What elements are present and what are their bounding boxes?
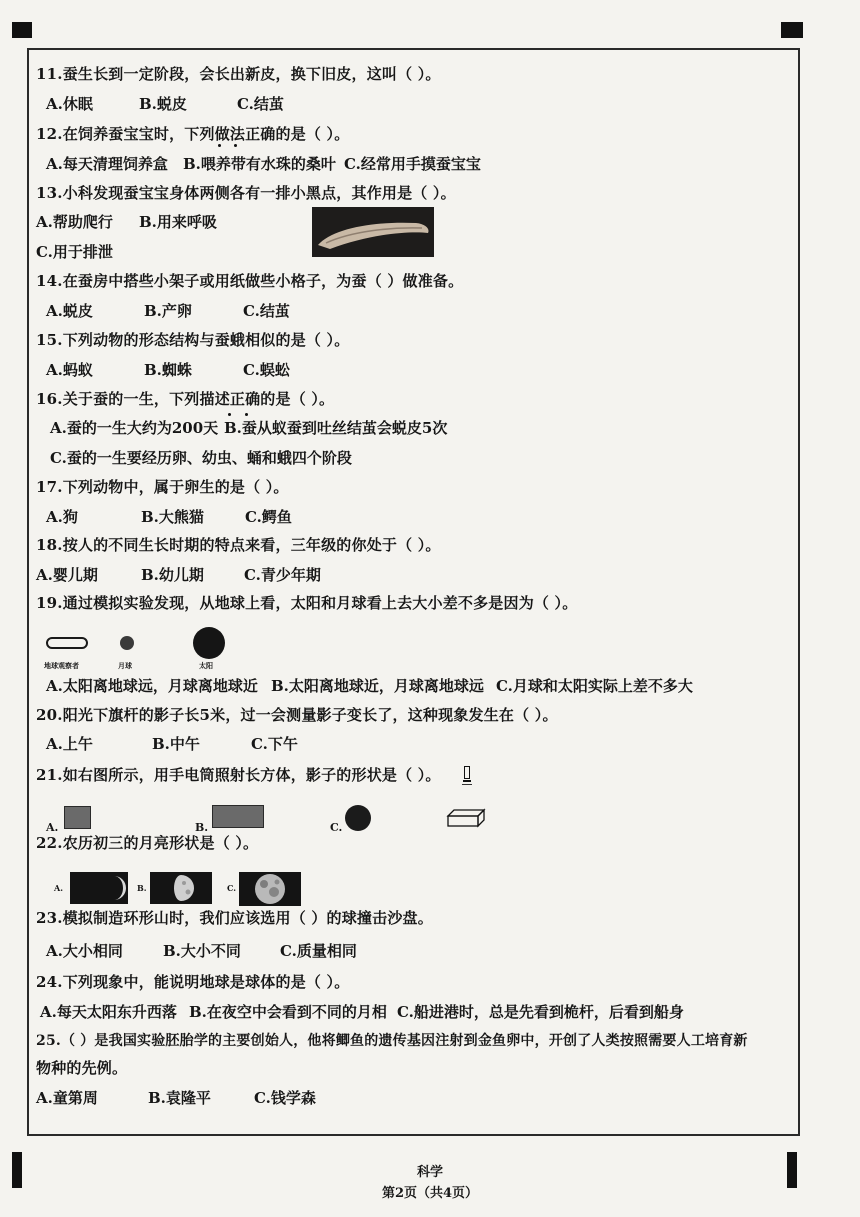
question-22-option-a[interactable]: A. [54, 883, 63, 893]
question-12-option-b[interactable]: B.喂养带有水珠的桑叶 [183, 155, 336, 173]
question-15-stem: 15.下列动物的形态结构与蚕蛾相似的是（ ）。 [36, 331, 350, 349]
question-11-option-b[interactable]: B.蜕皮 [139, 95, 187, 113]
question-21-option-a[interactable]: A. [46, 821, 59, 834]
question-24-option-b[interactable]: B.在夜空中会看到不同的月相 [189, 1003, 387, 1021]
footer-subject: 科学 [416, 1165, 443, 1180]
question-14-option-b[interactable]: B.产卵 [144, 302, 192, 320]
question-25-option-b[interactable]: B.袁隆平 [148, 1089, 211, 1107]
question-20-option-c[interactable]: C.下午 [251, 735, 298, 753]
question-12-option-a[interactable]: A.每天清理饲养盒 [46, 155, 168, 173]
question-16-option-b[interactable]: B.蚕从蚁蚕到吐丝结茧会蜕皮5次 [224, 419, 448, 437]
emphasis-dot [234, 144, 237, 147]
emphasis-dot [218, 144, 221, 147]
sun-label: 太阳 [199, 661, 213, 670]
question-14-option-c[interactable]: C.结茧 [243, 302, 290, 320]
emphasis-dot [245, 413, 248, 416]
question-18-option-c[interactable]: C.青少年期 [244, 566, 321, 584]
crescent-moon-photo [70, 872, 128, 904]
question-16-stem: 16.关于蚕的一生，下列描述正确的是（ ）。 [36, 390, 335, 408]
circle-shadow-icon [345, 805, 371, 831]
emphasis-dot [228, 413, 231, 416]
question-19-stem: 19.通过模拟实验发现，从地球上看，太阳和月球看上去大小差不多是因为（ ）。 [36, 594, 578, 612]
question-11-option-c[interactable]: C.结茧 [237, 95, 284, 113]
full-moon-photo [239, 872, 301, 906]
question-23-option-c[interactable]: C.质量相同 [280, 942, 357, 960]
question-23-option-a[interactable]: A.大小相同 [46, 942, 123, 960]
question-15-option-b[interactable]: B.蜘蛛 [144, 361, 192, 379]
footer-page-number: 第2页（共4页） [381, 1186, 479, 1201]
rectangle-shadow-icon [212, 805, 264, 828]
question-23-stem: 23.模拟制造环形山时，我们应该选用（ ）的球撞击沙盘。 [36, 909, 433, 927]
question-17-stem: 17.下列动物中，属于卵生的是（ ）。 [36, 478, 289, 496]
question-25-stem-continued: 物种的先例。 [36, 1059, 128, 1077]
question-19-option-b[interactable]: B.太阳离地球近，月球离地球远 [271, 677, 484, 695]
question-17-option-b[interactable]: B.大熊猫 [141, 508, 204, 526]
question-12-option-c[interactable]: C.经常用手摸蚕宝宝 [344, 155, 481, 173]
flashlight-icon [462, 766, 472, 788]
question-14-stem: 14.在蚕房中搭些小架子或用纸做些小格子，为蚕（ ）做准备。 [36, 272, 464, 290]
question-20-option-b[interactable]: B.中午 [152, 735, 200, 753]
question-24-option-a[interactable]: A.每天太阳东升西落 [40, 1003, 177, 1021]
registration-mark-top-right [781, 22, 803, 38]
question-18-stem: 18.按人的不同生长时期的特点来看，三年级的你处于（ ）。 [36, 536, 441, 554]
half-moon-photo [150, 872, 212, 904]
question-12-stem: 12.在饲养蚕宝宝时，下列做法正确的是（ ）。 [36, 125, 350, 143]
silkworm-photo [312, 207, 434, 257]
question-25-option-c[interactable]: C.钱学森 [254, 1089, 316, 1107]
question-22-option-b[interactable]: B. [137, 883, 147, 893]
question-18-option-b[interactable]: B.幼儿期 [141, 566, 204, 584]
observer-tube-icon [46, 637, 88, 649]
sun-moon-model-figure [44, 626, 244, 672]
question-25-stem: 25.（ ）是我国实验胚胎学的主要创始人，他将鲫鱼的遗传基因注射到金鱼卵中，开创了人类按照需要人工培育新 [36, 1033, 748, 1049]
square-shadow-icon [64, 806, 91, 829]
observer-label: 地球观察者 [44, 661, 79, 670]
question-14-option-a[interactable]: A.蜕皮 [46, 302, 93, 320]
question-20-stem: 20.阳光下旗杆的影子长5米，过一会测量影子变长了，这种现象发生在（ ）。 [36, 706, 558, 724]
sun-ball-icon [193, 627, 225, 659]
question-22-option-c[interactable]: C. [227, 883, 237, 893]
question-15-option-a[interactable]: A.蚂蚁 [46, 361, 93, 379]
question-16-option-a[interactable]: A.蚕的一生大约为200天 [50, 419, 219, 437]
question-24-option-c[interactable]: C.船进港时，总是先看到桅杆，后看到船身 [397, 1003, 684, 1021]
question-25-option-a[interactable]: A.童第周 [36, 1089, 98, 1107]
question-17-option-a[interactable]: A.狗 [46, 508, 78, 526]
registration-mark-top-left [12, 22, 32, 38]
moon-ball-icon [120, 636, 134, 650]
question-19-option-a[interactable]: A.太阳离地球远，月球离地球近 [46, 677, 258, 695]
question-13-option-b[interactable]: B.用来呼吸 [139, 213, 217, 231]
question-21-option-b[interactable]: B. [195, 821, 209, 834]
cuboid-icon [446, 808, 486, 828]
question-17-option-c[interactable]: C.鳄鱼 [245, 508, 292, 526]
question-16-option-c[interactable]: C.蚕的一生要经历卵、幼虫、蛹和蛾四个阶段 [50, 449, 352, 467]
question-11-option-a[interactable]: A.休眠 [46, 95, 93, 113]
question-13-option-c[interactable]: C.用于排泄 [36, 243, 113, 261]
question-23-option-b[interactable]: B.大小不同 [163, 942, 241, 960]
question-13-stem: 13.小科发现蚕宝宝身体两侧各有一排小黑点，其作用是（ ）。 [36, 184, 456, 202]
question-22-stem: 22.农历初三的月亮形状是（ ）。 [36, 834, 259, 852]
question-18-option-a[interactable]: A.婴儿期 [36, 566, 98, 584]
question-19-option-c[interactable]: C.月球和太阳实际上差不多大 [496, 677, 693, 695]
question-13-option-a[interactable]: A.帮助爬行 [36, 213, 113, 231]
question-24-stem: 24.下列现象中，能说明地球是球体的是（ ）。 [36, 973, 350, 991]
question-21-stem: 21.如右图所示，用手电筒照射长方体，影子的形状是（ ）。 [36, 766, 441, 784]
moon-label: 月球 [118, 661, 132, 670]
question-21-option-c[interactable]: C. [330, 821, 343, 834]
question-11-stem: 11.蚕生长到一定阶段，会长出新皮，换下旧皮，这叫（ ）。 [36, 65, 441, 83]
question-15-option-c[interactable]: C.蜈蚣 [243, 361, 290, 379]
question-20-option-a[interactable]: A.上午 [46, 735, 93, 753]
